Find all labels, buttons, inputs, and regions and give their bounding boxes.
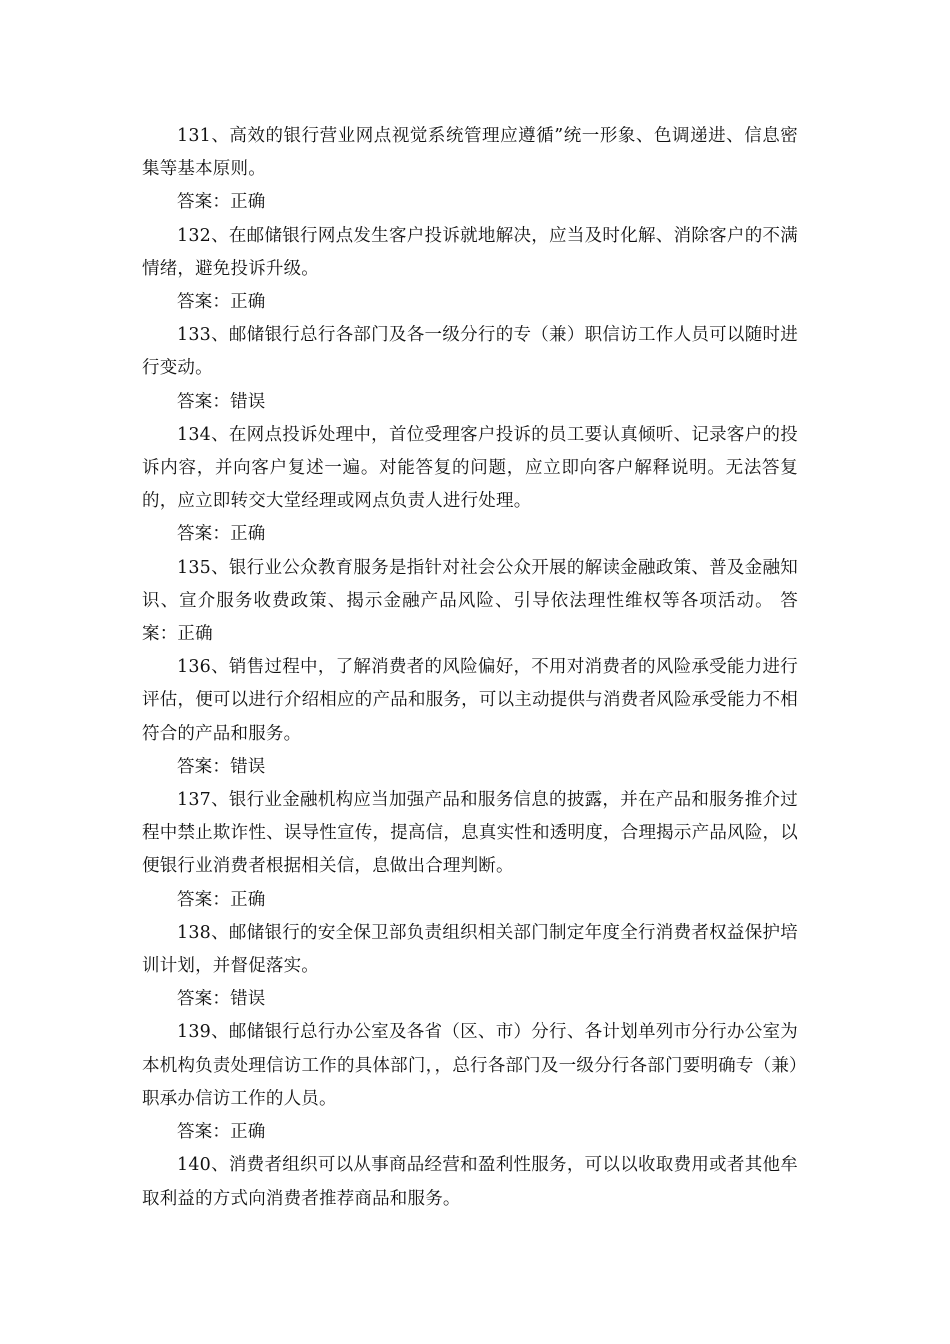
question-135: 135、银行业公众教育服务是指针对社会公众开展的解读金融政策、普及金融知识、宣介服务收费政策、揭示金融产品风险、引导依法理性维权等各项活动。 答案：正确 — [142, 557, 798, 645]
question-137: 137、银行业金融机构应当加强产品和服务信息的披露，并在产品和服务推介过程中禁止欺诈性、误导性宣传，提高信，息真实性和透明度，合理揭示产品风险，以便银行业消费者根据相关信，息做出合理判断。 — [142, 790, 798, 877]
question-134: 134、在网点投诉处理中，首位受理客户投诉的员工要认真倾听、记录客户的投诉内容，并向客户复述一遍。对能答复的问题，应立即向客户解释说明。无法答复的，应立即转交大堂经理或网点负责人进行处理。 — [142, 424, 798, 512]
question-138: 138、邮储银行的安全保卫部负责组织相关部门制定年度全行消费者权益保护培训计划，并督促落实。 — [142, 922, 798, 977]
answer-138: 答案：错误 — [177, 989, 266, 1010]
question-list — [142, 120, 798, 1216]
question-133: 133、邮储银行总行各部门及各一级分行的专（兼）职信访工作人员可以随时进行变动。 — [142, 325, 798, 379]
question-132: 132、在邮储银行网点发生客户投诉就地解决，应当及时化解、消除客户的不满情绪，避免投诉升级。 — [142, 225, 798, 279]
answer-131: 答案：正确 — [177, 192, 266, 213]
question-131: 131、高效的银行营业网点视觉系统管理应遵循”统一形象、色调递进、信息密集等基本原则。 — [142, 126, 798, 180]
answer-137: 答案：正确 — [177, 889, 266, 910]
answer-134: 答案：正确 — [177, 524, 266, 545]
answer-139: 答案：正确 — [177, 1122, 266, 1143]
question-139: 139、邮储银行总行办公室及各省（区、市）分行、各计划单列市分行办公室为本机构负责处理信访工作的具体部门，，总行各部门及一级分行各部门要明确专（兼）职承办信访工作的人员。 — [142, 1022, 798, 1109]
question-140: 140、消费者组织可以从事商品经营和盈利性服务，可以以收取费用或者其他牟取利益的方式向消费者推荐商品和服务。 — [142, 1155, 798, 1209]
answer-132: 答案：正确 — [177, 292, 266, 313]
answer-136: 答案：错误 — [177, 756, 266, 777]
question-136: 136、销售过程中，了解消费者的风险偏好，不用对消费者的风险承受能力进行评估，便可以进行介绍相应的产品和服务，可以主动提供与消费者风险承受能力不相符合的产品和服务。 — [142, 657, 798, 744]
answer-133: 答案：错误 — [177, 391, 266, 412]
